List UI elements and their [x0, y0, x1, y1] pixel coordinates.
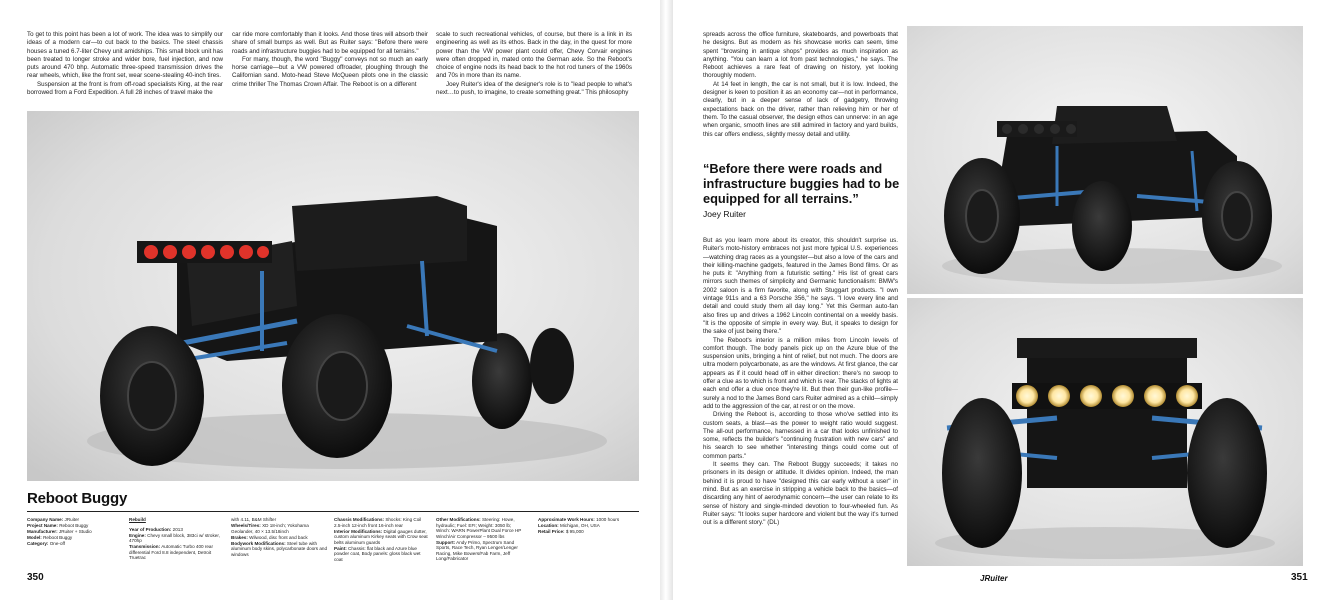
spec-row: Location: Michigan, OH, USA — [538, 523, 600, 528]
paragraph: Driving the Reboot is, according to those who've settled into its custom seats, a blast—as the power to weight ratio would suggest. The all-out performance, harnessed in a car that looks unfinished to some, reflects the builder's "continuing frustration with new cars" and his search to see whether "interesting things could come out of common parts." — [703, 411, 898, 460]
spec-row: Model: Reboot Buggy — [27, 535, 73, 540]
spec-divider — [27, 511, 639, 512]
paragraph: It seems they can. The Reboot Buggy succeeds; it takes no prisoners in its design or attitude. It divides opinion. Indeed, the man behind it is proud to have "designed this car early without a user" in mind. But as an exercise in stripping a vehicle back to the basics—of discarding any hint of aerodynamic concern—the user can relate to its sense of history and single-minded devotion to four-wheeled fun. As Ruiter says: "It looks super hardcore and violent but the way it's turned out is a different story." (DL) — [703, 461, 898, 527]
page-number: 350 — [27, 572, 44, 583]
paragraph: For many, though, the word "Buggy" conveys not so much an early horse carriage—but a VW powered offroader, ploughing through the Californian sand. Moto-head Steve McQueen pilots one in the classic crime thriller The Thomas Crown Affair. The Reboot is on a different — [232, 55, 428, 88]
spec-row: Approximate Work Hours: 1000 hours — [538, 517, 620, 522]
left-page — [0, 0, 660, 600]
spec-row: Brakes: Wilwood, disc front and back — [231, 534, 308, 540]
spec-row: Engine: Chevy small block, 383ci w/ stroker, 470hp — [129, 532, 220, 543]
buggy-side-photo — [907, 26, 1303, 294]
right-page — [673, 0, 1333, 600]
pull-quote: “Before there were roads and infrastructure buggies had to be equipped for all terrains.” — [703, 161, 900, 207]
spec-row: Paint: Chassis: flat black and Azure blue powder coat, Body panels: gloss black wet coat — [334, 545, 421, 562]
spec-row: Support: Andy Primo, Spectrum Sand Sports, Race Tech, Ryan Lenger/Lenger Racing, Mike Bowers/Fab Farm, Jeff Long/Fabricator — [436, 539, 518, 561]
spec-column-2 — [129, 517, 225, 561]
buggy-front-photo — [907, 298, 1303, 566]
spec-column-6 — [538, 517, 638, 535]
body-column-1 — [27, 31, 223, 105]
spec-row: Manufacturer: JRuiter + Studio — [27, 529, 92, 534]
paragraph: But as you learn more about its creator, this shouldn't surprise us. Ruiter's moto-history embraces not just more typical U.S. experiences—watching drag races as a youngster—but also a love of the cars and their killing-machine gadgets, featured in the James Bond films. Or as he puts it: "Anything from a futuristic setting." His list of great cars mirrors such themes of simplicity and Germanic functionalism: BMW's 2002 saloon is a firm favorite, along with Stuggart products. "I own vintage 911s and a 63 Porsche 356," he says. "I love every line and detail and could study them all day long." Yet this German auto-fan also fires up and drives a 1962 Lincoln continental on a weekly basis. "It is the opposite of simple in every way. But, it speaks to design for the sake of just being there." — [703, 237, 898, 336]
book-gutter — [660, 0, 673, 600]
paragraph: At 14 feet in length, the car is not small, but it is low. Indeed, the designer is keen to position it as an economy car—not in performance, clearly, but in a deeper sense of lack of gadgetry, throwing expectations back on the driver, rather than relieving him or her of them. To the casual observer, the design ethos can unnerve: in an age when organic, smooth lines are still admired in factory and yard builds, this car offers endless, slightly messy detail and utility. — [703, 80, 898, 138]
spec-column-4 — [334, 517, 430, 563]
spec-column-3 — [231, 517, 327, 558]
paragraph: Joey Ruiter's idea of the designer's role is to "lead people to what's next…to push, to imagine, to create something great." This philosophy — [436, 80, 632, 97]
paragraph: car ride more comfortably than it looks. And those tires will absorb their share of small bumps as well. But as Ruiter says: "Before there were roads and infrastructure buggies had to be equipped for all terrains." — [232, 31, 428, 55]
spec-column-1 — [27, 517, 119, 547]
pull-quote-author: Joey Ruiter — [703, 209, 746, 219]
spec-row: Year of Production: 2013 — [129, 526, 183, 532]
spec-row: Wheels/Tires: XD 18-inch; Yokohama Geolander, 40 × 13.5/18inch — [231, 523, 309, 534]
spec-column-5 — [436, 517, 526, 562]
spec-row: Category: One-off — [27, 541, 65, 546]
body-column-2 — [232, 31, 428, 105]
spec-subheading: Rebuild — [129, 517, 146, 522]
body-column-top — [703, 31, 898, 155]
paragraph: Suspension at the front is from off-road specialists King, at the rear borrowed from a Ford Expedition. A full 28 inches of travel make the — [27, 80, 223, 97]
spec-row: with 4.11, B&M Shifter — [231, 517, 277, 522]
spec-row: Project Name: Reboot Buggy — [27, 523, 89, 528]
spec-row: Chassis Modifications: Shocks: King Coil 2.5-inch 12-inch front 16-inch rear — [334, 517, 422, 528]
spec-row: Company Name: JRuiter — [27, 517, 80, 522]
spec-row: Interior Modifications: Digital gauges dutter, custom aluminum Kirkey seats with Crow seat belts aluminum guards — [334, 528, 428, 545]
spec-row: Retail Price: $ 95,000 — [538, 529, 584, 534]
paragraph: The Reboot's interior is a million miles from Lincoln levels of comfort though. The body panels pick up on the Azure blue of the suspension units, bringing a hint of relief, but not much. The doors are ultra modern polycarbonate, as are the windows. At first glance, the car appears as if it could head off in either direction: there's no swoop to offer a clue as to which is front and which is rear. The stacks of lights at each end offer a clue once they're lit. But then their gun-like profile—surely a nod to the James Bond cars Ruiter admired as a child—simply add to the aggression of the car, at rest or on the move. — [703, 336, 898, 410]
spec-title: Reboot Buggy — [27, 490, 128, 507]
spec-row: Other Modifications: Steering: Howe, hydraulic; Fuel: EFI; Weight: 3050 lb; Winch: WARN PowerPlant Dual Force HP Winch/Air Compressor – 9500 lbs — [436, 517, 522, 539]
body-column-bottom — [703, 237, 898, 565]
spec-row: Bodywork Modifications: Steel tube with aluminum body skins, polycarbonate doors and windows — [231, 540, 328, 557]
paragraph: scale to such recreational vehicles, of course, but there is a link in its engineering as well as its ethos. Back in the day, in the quest for more power than the VW power plant could offer, Chevy Corvair engines were often dropped in, mated onto the German axle. So the Reboot's choice of engine nods its head back to the hot rod tuners of the 1960s and 70s in more than its name. — [436, 31, 632, 80]
paragraph: spreads across the office furniture, skateboards, and powerboats that he designs. But as modern as his showcase works can seem, time spent "browsing in antique shops" provides as much inspiration as anything. "You can learn a lot from past technologies," he says. The Reboot achieves a rare feat of drawing on history, yet looking thoroughly modern. — [703, 31, 898, 80]
spec-row: Transmission: Automatic Turbo 400 rear differential Ford 8.8 independent, Detroit Truetrac — [129, 544, 214, 560]
body-column-3 — [436, 31, 632, 105]
footer-brand: JRuiter — [980, 574, 1008, 583]
page-number: 351 — [1291, 572, 1308, 583]
paragraph: To get to this point has been a lot of work. The idea was to simplify our ideas of a modern car—to cut back to the basics. The steel chassis houses a tuned 6.7-liter Chevy unit amidships. This small block unit has been treated to longer stroke and wider bore, fuel injection, and now puts around 470 bhp. Automatic three-speed transmission drives the rear wheels, which, like the front set, wear scene-stealing 40-inch tires. — [27, 31, 223, 80]
reboot-buggy-main-photo — [27, 111, 639, 481]
